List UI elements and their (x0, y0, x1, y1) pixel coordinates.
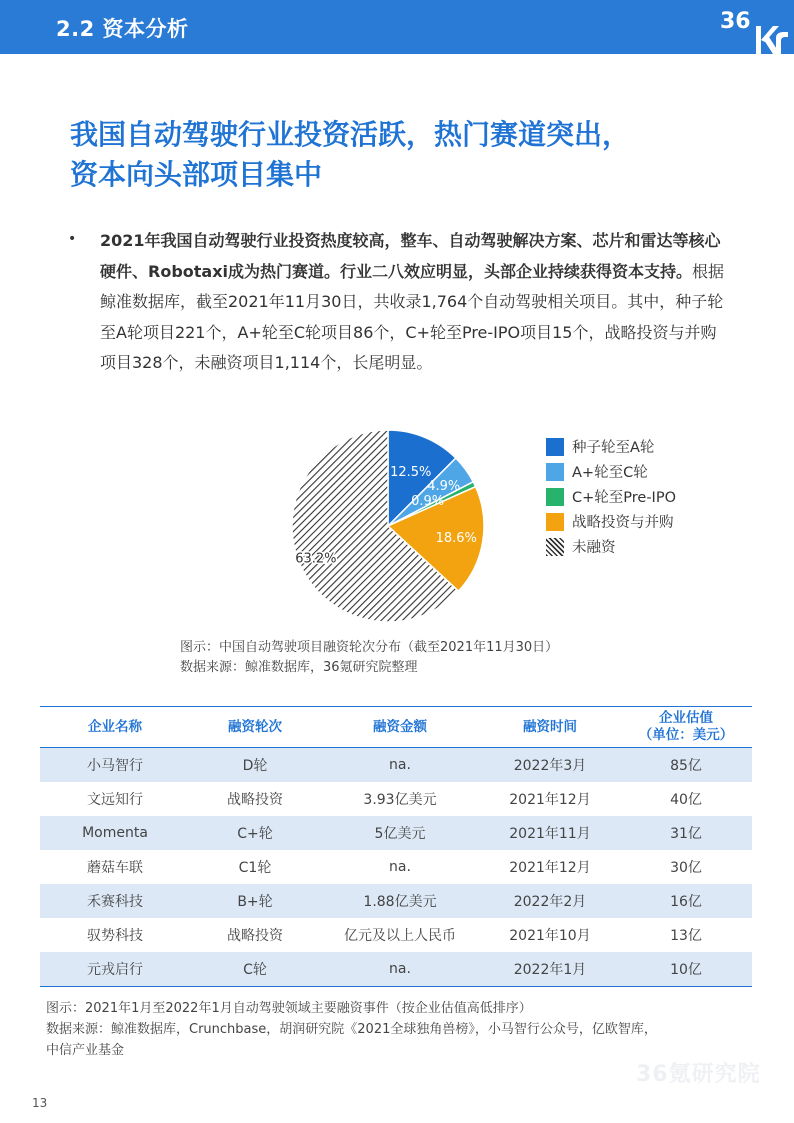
page-number: 13 (32, 1096, 48, 1110)
bullet-icon: • (68, 231, 77, 247)
table-cell: B+轮 (190, 884, 320, 918)
body-paragraph (100, 226, 730, 379)
table-header-row (40, 707, 752, 748)
table-cell: 3.93亿美元 (363, 792, 437, 808)
legend-item-3 (546, 509, 676, 534)
legend-swatch-0 (546, 438, 564, 456)
table-cell: 2022年3月 (480, 748, 620, 783)
table-cell: 2021年11月 (480, 816, 620, 850)
table-cell: 文远知行 (87, 792, 143, 808)
legend-item-0 (546, 434, 676, 459)
table-header-cell-4: 企业估值 （单位：美元） (620, 707, 752, 748)
table-cell: 小马智行 (40, 748, 190, 783)
table-cell: 2022年2月 (480, 884, 620, 918)
table-row (40, 782, 752, 816)
table-caption-title: 图示：2021年1月至2022年1月自动驾驶领域主要融资事件（按企业估值高低排序） (46, 1001, 532, 1016)
table-header-cell-0: 企业名称 (40, 707, 190, 748)
table-cell: 禾赛科技 (40, 884, 190, 918)
table-row (40, 850, 752, 884)
table-cell: D轮 (190, 748, 320, 783)
table-row (40, 918, 752, 952)
body-normal-text: 根据鲸准数据库，截至2021年11月30日，共收录1,764个自动驾驶相关项目。其中，种子轮至A轮项目221个，A+轮至C轮项目86个，C+轮至Pre-IPO项目15个，战略投资与并购项目328个，未融资项目1,114个，长尾明显。 (100, 261, 725, 372)
table-caption-source-cont: 中信产业基金 (46, 1043, 125, 1058)
watermark: 36氪研究院 (636, 1062, 761, 1087)
table-header-cell-2: 融资金额 (320, 707, 480, 748)
table-cell: 元戎启行 (40, 952, 190, 987)
table-cell: 2021年12月 (509, 792, 591, 808)
page-headline (70, 115, 750, 195)
legend-label-4: 未融资 (572, 540, 616, 556)
legend-label-1: A+轮至C轮 (572, 465, 648, 481)
table-cell: 蘑菇车联 (87, 860, 143, 876)
table-cell: na. (320, 748, 480, 783)
table-cell: 2021年12月 (509, 860, 591, 876)
table-row (40, 816, 752, 850)
pie-label-2: 0.9% (411, 494, 445, 510)
headline-line-2: 资本向头部项目集中 (70, 158, 323, 191)
table-cell: 30亿 (670, 860, 702, 876)
table-cell: Momenta (40, 816, 190, 850)
logo-36-text: 36 (720, 9, 751, 34)
funding-round-pie-chart (290, 428, 486, 624)
table-cell: 2022年1月 (480, 952, 620, 987)
table-cell: 战略投资 (227, 928, 283, 944)
legend-swatch-1 (546, 463, 564, 481)
funding-events-table (40, 706, 752, 987)
chart-legend (546, 434, 676, 559)
table-cell: 85亿 (620, 748, 752, 783)
table-cell: C轮 (190, 952, 320, 987)
table-header-cell-3: 融资时间 (480, 707, 620, 748)
chart-caption-title: 图示：中国自动驾驶项目融资轮次分布（截至2021年11月30日） (180, 640, 559, 655)
table-row (40, 748, 752, 783)
table-cell: 31亿 (620, 816, 752, 850)
table-cell: na. (389, 859, 411, 875)
table-cell: 5亿美元 (320, 816, 480, 850)
pie-label-0: 12.5% (390, 465, 432, 481)
legend-swatch-4 (546, 538, 564, 556)
table-cell: C1轮 (238, 860, 272, 876)
legend-swatch-3 (546, 513, 564, 531)
table-cell: C+轮 (190, 816, 320, 850)
logo-36kr (718, 2, 788, 54)
table-cell: 战略投资 (227, 792, 283, 808)
legend-swatch-2 (546, 488, 564, 506)
legend-label-3: 战略投资与并购 (572, 515, 674, 531)
table-cell: 16亿 (620, 884, 752, 918)
table-cell: 40亿 (670, 792, 702, 808)
table-cell: 1.88亿美元 (320, 884, 480, 918)
legend-label-0: 种子轮至A轮 (572, 440, 655, 456)
table-caption-source: 数据来源：鲸准数据库，Crunchbase，胡润研究院《2021全球独角兽榜》，小马智行公众号，亿欧智库， (46, 1022, 657, 1037)
table-cell: na. (320, 952, 480, 987)
table-cell: 亿元及以上人民币 (344, 928, 456, 944)
logo-k-stem (756, 26, 761, 54)
table-cell: 驭势科技 (87, 928, 143, 944)
pie-label-1: 4.9% (427, 479, 461, 495)
chart-caption (180, 638, 558, 678)
table-cell: 13亿 (670, 928, 702, 944)
section-title: 2.2 资本分析 (56, 17, 189, 41)
legend-item-4 (546, 534, 676, 559)
table-cell: 10亿 (620, 952, 752, 987)
headline-line-1: 我国自动驾驶行业投资活跃，热门赛道突出， (70, 118, 631, 151)
table-header-cell-1: 融资轮次 (190, 707, 320, 748)
table-caption (46, 998, 766, 1061)
legend-item-1 (546, 459, 676, 484)
pie-label-3: 18.6% (435, 531, 477, 547)
legend-item-2 (546, 484, 676, 509)
table-row (40, 952, 752, 987)
pie-label-4: 63.2% (295, 551, 337, 567)
body-bold-text: 2021年我国自动驾驶行业投资热度较高，整车、自动驾驶解决方案、芯片和雷达等核心硬件、Robotaxi成为热门赛道。行业二八效应明显，头部企业持续获得资本支持。 (100, 231, 721, 281)
table-row (40, 884, 752, 918)
logo-r (776, 32, 788, 54)
table-cell: 2021年10月 (509, 928, 591, 944)
chart-caption-source: 数据来源：鲸准数据库，36氪研究院整理 (180, 660, 418, 675)
legend-label-2: C+轮至Pre-IPO (572, 490, 676, 506)
